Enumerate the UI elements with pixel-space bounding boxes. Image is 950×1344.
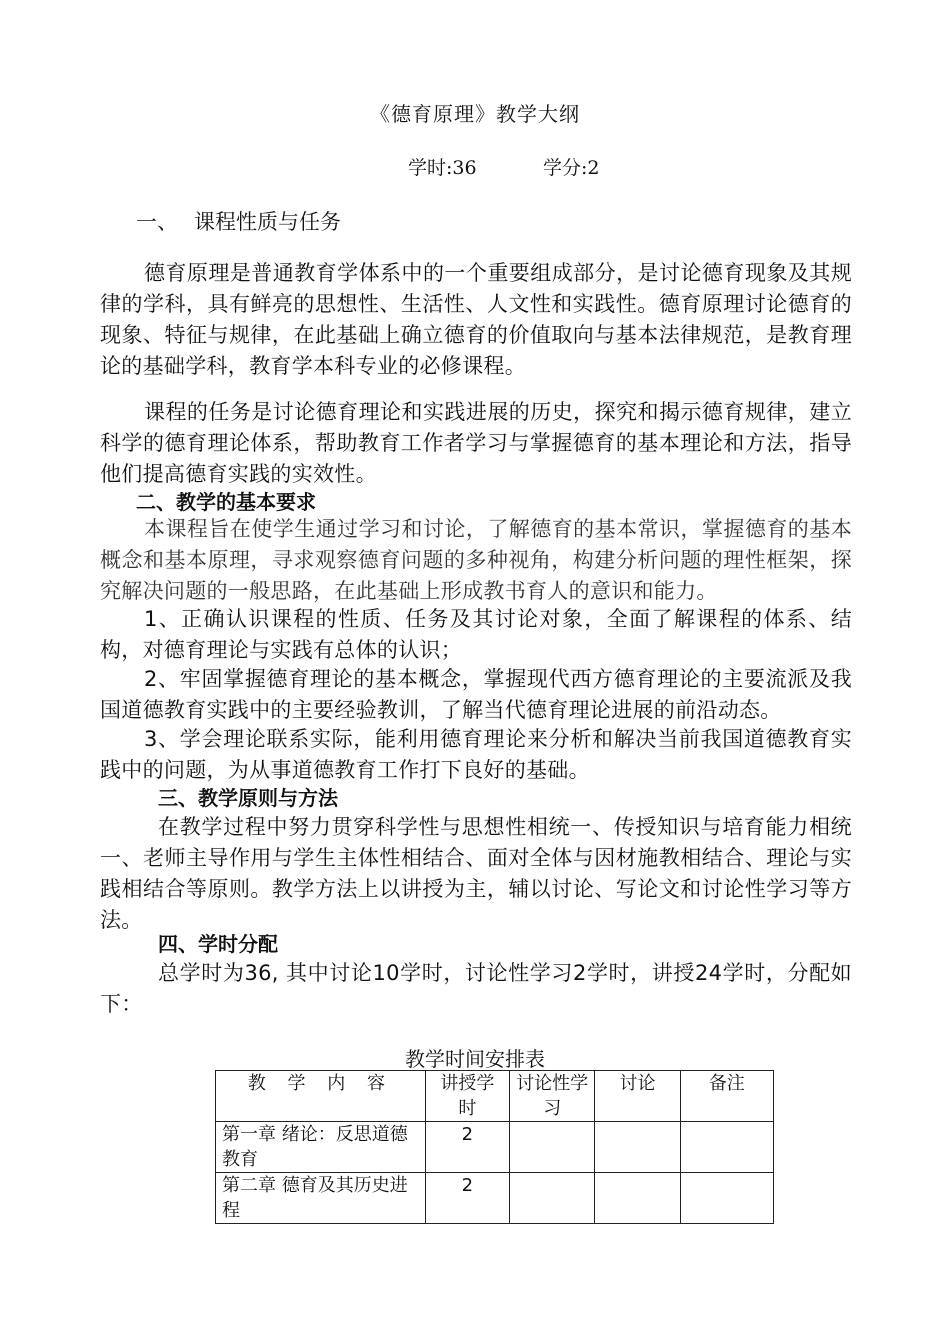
table-header-row: [216, 1071, 774, 1122]
schedule-table: [215, 1070, 774, 1224]
section-1-title: 课程性质与任务: [194, 210, 341, 234]
row-discussion: [595, 1122, 680, 1173]
row-discussion: [595, 1173, 680, 1224]
row-note: [680, 1173, 773, 1224]
header-discussion-study: 讨论性学习: [510, 1071, 595, 1122]
credits: 学分:2: [543, 157, 600, 179]
table-caption: 教学时间安排表: [405, 1047, 545, 1071]
section-3-heading: 三、教学原则与方法: [158, 786, 338, 810]
total-hours: 学时:36: [408, 157, 477, 179]
requirement-item-2: 2、牢固掌握德育理论的基本概念，掌握现代西方德育理论的主要流派及我国道德教育实践中的主要经验教训，了解当代德育理论进展的前沿动态。: [100, 667, 852, 722]
requirement-item-1: 1、正确认识课程的性质、任务及其讨论对象，全面了解课程的体系、结构，对德育理论与实践有总体的认识；: [100, 607, 852, 662]
row-lecture-hours: 2: [425, 1173, 509, 1224]
course-nature-paragraph: 德育原理是普通教育学体系中的一个重要组成部分，是讨论德育现象及其规律的学科，具有鲜亮的思想性、生活性、人文性和实践性。德育原理讨论德育的现象、特征与规律，在此基础上确立德育的价值取向与基本法律规范，是教育理论的基础学科，教育学本科专业的必修课程。: [100, 261, 852, 378]
section-2-heading: 二、教学的基本要求: [136, 490, 316, 514]
principles-paragraph: 在教学过程中努力贯穿科学性与思想性相统一、传授知识与培育能力相统一、老师主导作用与学生主体性相结合、面对全体与因材施教相结合、理论与实践相结合等原则。教学方法上以讲授为主，辅以讨论、写论文和讨论性学习等方法。: [100, 815, 852, 932]
requirement-item-3: 3、学会理论联系实际，能利用德育理论来分析和解决当前我国道德教育实践中的问题，为从事道德教育工作打下良好的基础。: [100, 727, 852, 782]
row-discussion-study: [510, 1122, 595, 1173]
header-note: 备注: [680, 1071, 773, 1122]
table-row: [216, 1122, 774, 1173]
document-title: 《德育原理》教学大纲: [370, 102, 580, 126]
header-lecture-hours: 讲授学时: [425, 1071, 509, 1122]
row-discussion-study: [510, 1173, 595, 1224]
section-4-heading: 四、学时分配: [158, 932, 278, 956]
section-1-number: 一、: [136, 210, 178, 234]
section-1-heading: [136, 206, 341, 236]
header-content: 教 学 内 容: [216, 1071, 426, 1122]
row-note: [680, 1122, 773, 1173]
row-content: 第二章 德育及其历史进程: [216, 1173, 426, 1224]
requirements-intro: 本课程旨在使学生通过学习和讨论，了解德育的基本常识，掌握德育的基本概念和基本原理，寻求观察德育问题的多种视角，构建分析问题的理性框架，探究解决问题的一般思路，在此基础上形成教书育人的意识和能力。: [100, 517, 852, 603]
hours-allocation-paragraph: 总学时为36, 其中讨论10学时，讨论性学习2学时，讲授24学时，分配如下：: [100, 961, 852, 1016]
header-discussion: 讨论: [595, 1071, 680, 1122]
table-row: [216, 1173, 774, 1224]
row-lecture-hours: 2: [425, 1122, 509, 1173]
row-content: 第一章 绪论：反思道德教育: [216, 1122, 426, 1173]
course-task-paragraph: 课程的任务是讨论德育理论和实践进展的历史，探究和揭示德育规律，建立科学的德育理论体系，帮助教育工作者学习与掌握德育的基本理论和方法，指导他们提高德育实践的实效性。: [100, 400, 852, 486]
